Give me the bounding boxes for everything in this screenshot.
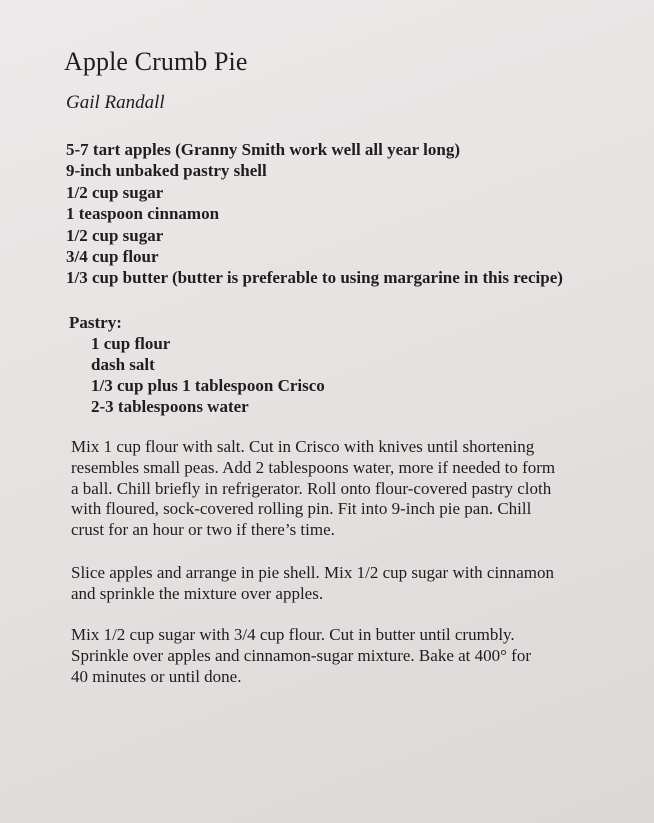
ingredient-item: 5-7 tart apples (Granny Smith work well all year long) xyxy=(66,140,460,159)
pastry-ingredient-list xyxy=(91,333,325,417)
ingredient-item: 1/2 cup sugar xyxy=(66,182,164,202)
pastry-item: 1 cup flour xyxy=(91,334,171,353)
pastry-item: 1/3 cup plus 1 tablespoon Crisco xyxy=(91,376,325,395)
ingredient-item: 3/4 cup flour xyxy=(66,247,159,267)
instruction-line: crust for an hour or two if there’s time. xyxy=(71,520,335,540)
instruction-line: Mix 1 cup flour with salt. Cut in Crisco with knives until shortening xyxy=(71,437,535,456)
pastry-item: dash salt xyxy=(91,355,155,374)
instruction-line: 40 minutes or until done. xyxy=(71,666,242,686)
instruction-line: Sprinkle over apples and cinnamon-sugar mixture. Bake at 400° for xyxy=(71,645,532,665)
recipe-author: Gail Randall xyxy=(66,92,165,113)
recipe-title: Apple Crumb Pie xyxy=(64,47,248,76)
pastry-heading: Pastry: xyxy=(69,313,122,332)
instruction-line: Slice apples and arrange in pie shell. Mix 1/2 cup sugar with cinnamon xyxy=(71,563,554,582)
instruction-paragraph-topping xyxy=(71,625,641,687)
ingredient-item: 9-inch unbaked pastry shell xyxy=(66,161,267,181)
ingredient-list xyxy=(66,139,563,289)
instruction-line: with floured, sock-covered rolling pin. Fit into 9-inch pie pan. Chill xyxy=(71,499,532,519)
instruction-line: a ball. Chill briefly in refrigerator. Roll onto flour-covered pastry cloth xyxy=(71,478,552,498)
instruction-line: and sprinkle the mixture over apples. xyxy=(71,583,324,603)
ingredient-item: 1/2 cup sugar xyxy=(66,225,164,245)
instruction-paragraph-apples xyxy=(71,563,641,605)
instruction-paragraph-pastry xyxy=(71,437,641,541)
ingredient-item: 1 teaspoon cinnamon xyxy=(66,204,220,224)
instruction-line: resembles small peas. Add 2 tablespoons water, more if needed to form xyxy=(71,457,556,477)
instruction-line: Mix 1/2 cup sugar with 3/4 cup flour. Cut in butter until crumbly. xyxy=(71,625,515,644)
pastry-item: 2-3 tablespoons water xyxy=(91,397,249,416)
ingredient-item: 1/3 cup butter (butter is preferable to using margarine in this recipe) xyxy=(66,268,563,288)
